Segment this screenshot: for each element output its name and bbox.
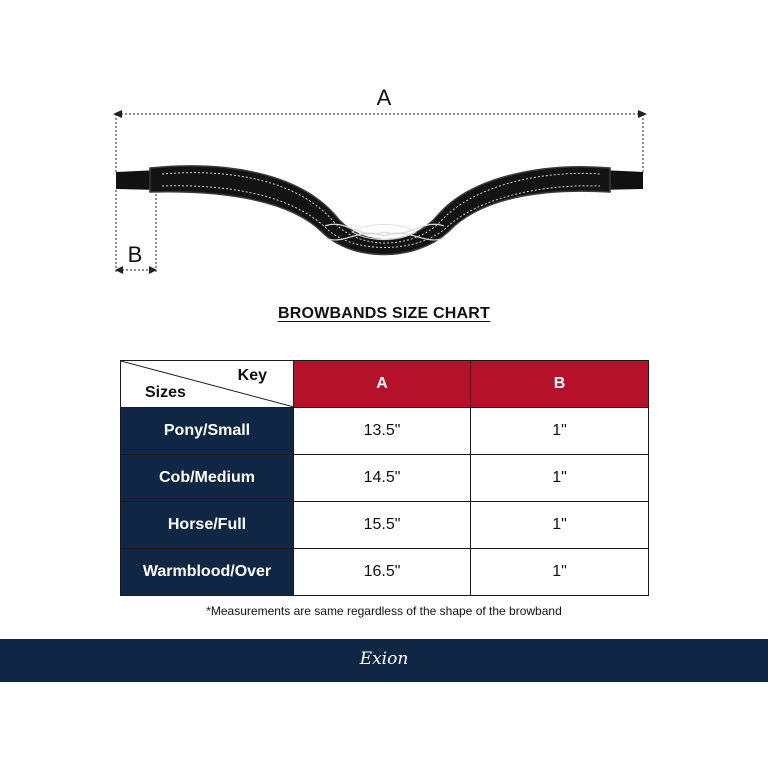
cell-b-value: 1" xyxy=(471,455,649,502)
table-header-row xyxy=(121,361,649,408)
dimension-a-label: A xyxy=(376,85,392,110)
column-header-b: B xyxy=(471,361,649,408)
row-size-label: Pony/Small xyxy=(121,408,294,455)
chart-title: BROWBANDS SIZE CHART xyxy=(278,305,490,322)
cell-a-value: 15.5" xyxy=(294,502,471,549)
row-size-label: Horse/Full xyxy=(121,502,294,549)
corner-cell xyxy=(121,361,294,408)
cell-a-value: 16.5" xyxy=(294,549,471,596)
browband-illustration xyxy=(116,166,643,255)
cell-a-value: 13.5" xyxy=(294,408,471,455)
dimension-b-label: B xyxy=(127,242,143,267)
brand-logo: Exion xyxy=(359,649,409,669)
footnote: *Measurements are same regardless of the shape of the browband xyxy=(206,604,562,618)
table-row xyxy=(121,549,649,596)
corner-sizes-label: Sizes xyxy=(145,384,186,401)
cell-b-value: 1" xyxy=(471,408,649,455)
row-size-label: Warmblood/Over xyxy=(121,549,294,596)
cell-a-value: 14.5" xyxy=(294,455,471,502)
browband-diagram xyxy=(0,0,768,300)
row-size-label: Cob/Medium xyxy=(121,455,294,502)
cell-b-value: 1" xyxy=(471,549,649,596)
column-header-a: A xyxy=(294,361,471,408)
table-row xyxy=(121,455,649,502)
table-row xyxy=(121,502,649,549)
corner-key-label: Key xyxy=(237,367,267,384)
brand-footer-bar xyxy=(0,639,768,682)
cell-b-value: 1" xyxy=(471,502,649,549)
size-table xyxy=(120,360,649,596)
table-row xyxy=(121,408,649,455)
dimension-a-line xyxy=(113,110,647,172)
